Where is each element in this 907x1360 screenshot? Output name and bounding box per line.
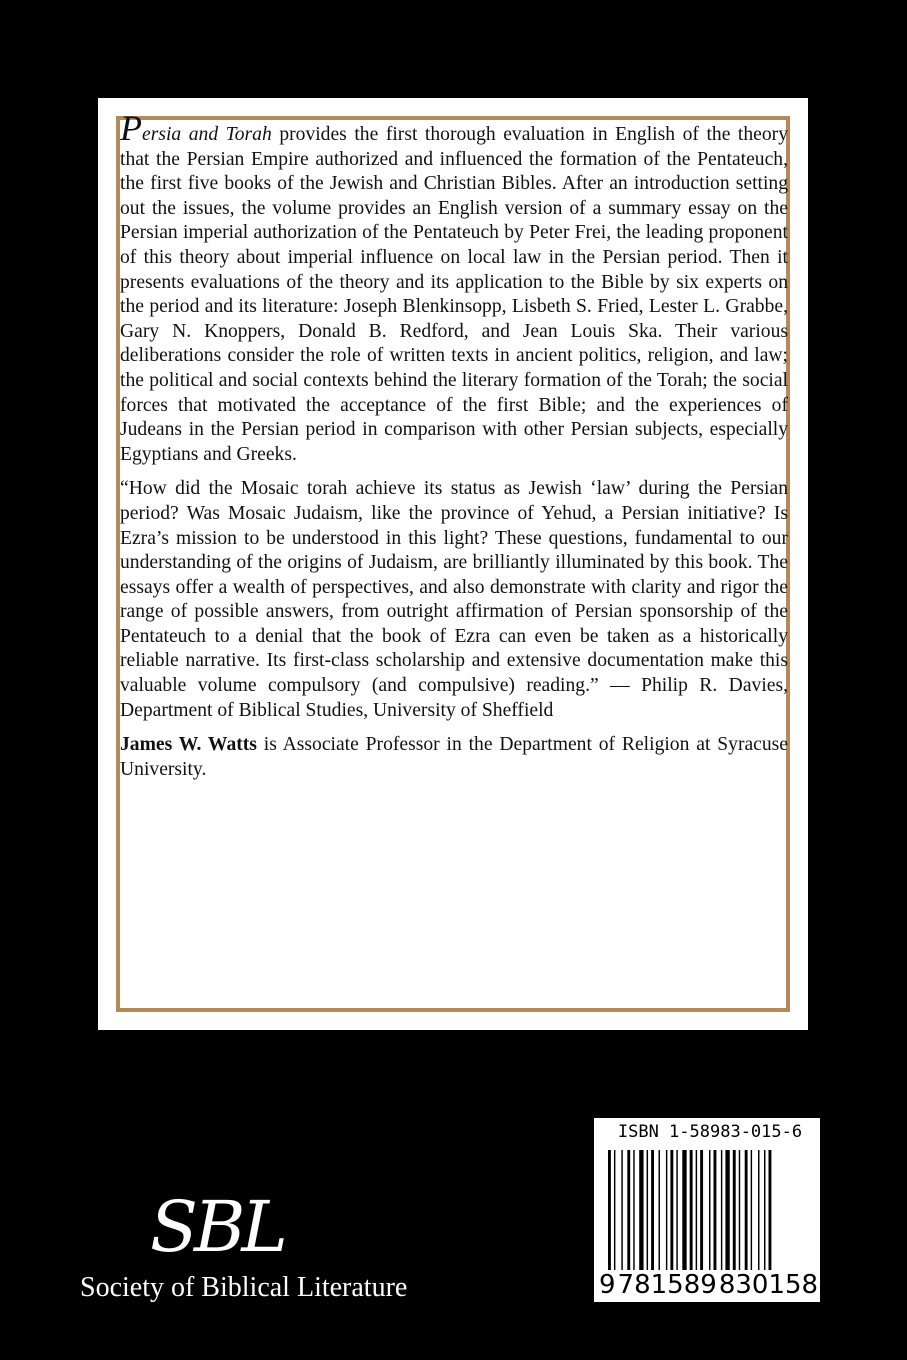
description-paragraph <box>120 108 788 467</box>
barcode-bar <box>700 1150 703 1290</box>
barcode-bar <box>690 1150 693 1290</box>
barcode-bar <box>751 1150 752 1290</box>
text-content <box>120 108 788 792</box>
ean-digits-right: 830158 <box>718 1270 819 1300</box>
barcode-bar <box>666 1150 667 1290</box>
barcode-bar <box>627 1150 630 1290</box>
description-text: provides the first thorough evaluation in English of the theory that the Persian Empire authorized and influenced the formation of the Pentateuch, the first five books of the Jewish and Christian Bibles. After an introduction setting out the issues, the volume provides an English version of a summary essay on the Persian imperial authorization of the Pentateuch by Peter Frei, the leading proponent of this theory about imperial influence on local law in the Persian period. Then it presents evaluations of the theory and its application to the Bible by six experts on the period and its literature: Joseph Blenkinsopp, Lisbeth S. Fried, Lester L. Grabbe, Gary N. Knoppers, Donald B. Redford, and Jean Louis Ska. Their various deliberations consider the role of written texts in ancient politics, religion, and law; the political and social contexts behind the literary formation of the Torah; the social forces that motivated the acceptance of the first Bible; and the experiences of Judeans in the Persian period in comparison with other Persian subjects, especially Egyptians and Greeks. <box>120 124 788 465</box>
drop-cap: P <box>120 108 142 148</box>
back-cover-text-panel <box>98 98 808 1030</box>
barcode-bar <box>733 1150 736 1290</box>
barcode-bar <box>739 1150 740 1290</box>
barcode-bar <box>659 1150 660 1290</box>
barcode-bar <box>764 1150 765 1290</box>
ean-digits-left: 781589 <box>617 1270 717 1300</box>
barcode-bar <box>633 1150 634 1290</box>
author-name: James W. Watts <box>120 734 257 756</box>
barcode-bar <box>709 1150 710 1290</box>
isbn-barcode <box>594 1118 820 1302</box>
barcode-bar <box>670 1150 673 1290</box>
barcode-bar <box>676 1150 677 1290</box>
barcode-bar <box>639 1150 643 1290</box>
publisher-name: Society of Biblical Literature <box>80 1272 408 1303</box>
barcode-bar <box>621 1150 622 1290</box>
barcode-bar <box>682 1150 686 1290</box>
barcode-bar <box>647 1150 648 1290</box>
author-bio-text: is Associate Professor in the Department of Religion at Syracuse University. <box>120 734 788 780</box>
isbn-label: ISBN 1-58983-015-6 <box>617 1122 803 1142</box>
barcode-bar <box>696 1150 697 1290</box>
barcode-bar <box>745 1150 748 1290</box>
book-title: ersia and Torah <box>142 124 272 145</box>
barcode-bar <box>769 1150 772 1290</box>
ean-digit-lead: 9 <box>599 1270 616 1300</box>
barcode-bar <box>725 1150 729 1290</box>
sbl-logo: SBL <box>150 1186 284 1268</box>
author-bio <box>120 733 788 782</box>
barcode-bar <box>651 1150 654 1290</box>
barcode-bar <box>721 1150 722 1290</box>
barcode-bars <box>604 1150 816 1290</box>
barcode-bar <box>614 1150 615 1290</box>
barcode-bar <box>608 1150 611 1290</box>
endorsement-quote: “How did the Mosaic torah achieve its status as Jewish ‘law’ during the Persian period? Was Mosaic Judaism, like the province of Yehud, a Persian initiative? Is Ezra’s mission to be understood in this light? These questions, fundamental to our understanding of the origins of Judaism, are brilliantly illuminated by this book. The essays offer a wealth of perspectives, and also demonstrate with clarity and rigor the range of possible answers, from outright affirmation of Persian sponsorship of the Pentateuch to a denial that the book of Ezra can even be taken as a historically reliable narrative. Its first-class scholarship and extensive documentation make this valuable volume compulsory (and compulsive) reading.” — Philip R. Davies, Department of Biblical Studies, University of Sheffield <box>120 478 788 721</box>
ean-digits <box>598 1270 819 1300</box>
barcode-bar <box>758 1150 759 1290</box>
barcode-bar <box>714 1150 717 1290</box>
